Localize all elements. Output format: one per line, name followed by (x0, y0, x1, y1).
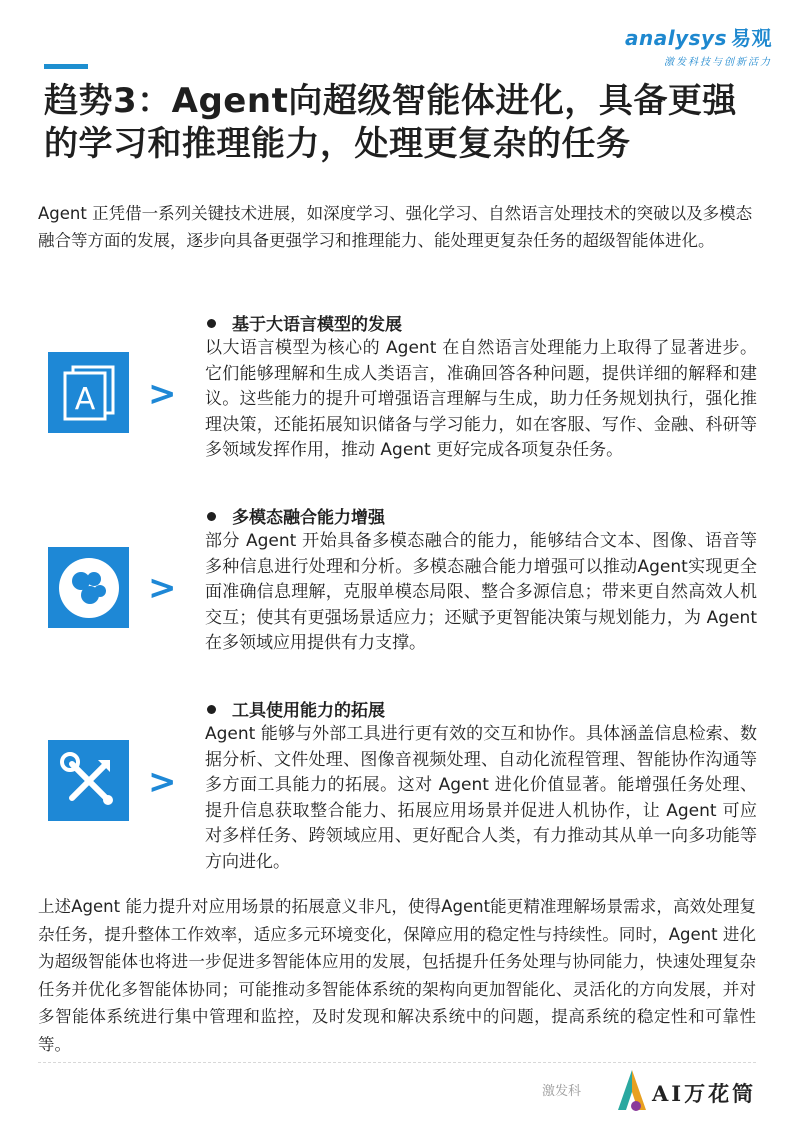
outro-paragraph: 上述Agent 能力提升对应用场景的拓展意义非凡，使得Agent能更精准理解场景需求，高效处理复杂任务，提升整体工作效率，适应多元环境变化，保障应用的稳定性与持续性。同时，Agent 进化为超级智能体也将进一步促进多智能体应用的发展，包括提升任务处理与协同能力，快速处理复杂任务并优化多智能体协同；可能推动多智能体系统的架构向更加智能化、灵活化的方向发展，并对多智能体系统进行集中管理和监控，及时发现和解决系统中的问题，提高系统的稳定性和可靠性等。 (38, 897, 756, 1054)
page-title: 趋势3：Agent向超级智能体进化，具备更强的学习和推理能力，处理更复杂的任务 (44, 81, 737, 164)
section-title: 多模态融合能力增强 (207, 503, 385, 528)
section-title: 工具使用能力的拓展 (207, 696, 385, 721)
footer-slogan: 激发科 (542, 1084, 582, 1099)
analysys-logo (625, 22, 772, 68)
logo-brand-en: analysys (625, 26, 727, 50)
letter-a-icon (48, 352, 129, 433)
footer-brand-text: AI万花筒 (652, 1081, 757, 1106)
bullet-icon (207, 319, 216, 328)
arrow-icon: > (148, 762, 177, 802)
circles-icon (48, 547, 129, 628)
icon-letter: A (74, 381, 95, 417)
section-body: 以大语言模型为核心的 Agent 在自然语言处理能力上取得了显著进步。它们能够理解和生成人类语言，准确回答各种问题，提供详细的解释和建议。这些能力的提升可增强语言理解与生成，助力任务规划执行，强化推理决策，还能拓展知识储备与学习能力，如在客服、写作、金融、科研等多领域发挥作用，推动 Agent 更好完成各项复杂任务。 (205, 338, 757, 460)
section-title: 基于大语言模型的发展 (207, 310, 402, 335)
title-accent-bar (44, 64, 88, 69)
bullet-icon (207, 512, 216, 521)
arrow-icon: > (148, 568, 177, 608)
bullet-icon (207, 705, 216, 714)
logo-slogan: 激发科技与创新活力 (664, 57, 772, 68)
section-body: Agent 能够与外部工具进行更有效的交互和协作。具体涵盖信息检索、数据分析、文件处理、图像音视频处理、自动化流程管理、智能协作沟通等多方面工具能力的拓展。这对 Agent 进化价值显著。能增强任务处理、提升信息获取整合能力、拓展应用场景并促进人机协作，让 Agent 可应对多样任务、跨领域应用、更好配合人类，有力推动其从单一向多功能等方向进化。 (205, 724, 757, 872)
footer-brand-logo (612, 1066, 782, 1116)
kaleidoscope-icon (612, 1066, 652, 1116)
footer-divider (38, 1062, 756, 1063)
logo-brand-cn: 易观 (731, 26, 772, 50)
section-body: 部分 Agent 开始具备多模态融合的能力，能够结合文本、图像、语音等多种信息进行处理和分析。多模态融合能力增强可以推动Agent实现更全面准确信息理解，克服单模态局限、整合多源信息；带来更自然高效人机交互；使其有更强场景适应力；还赋予更智能决策与规划能力，为 Agent 在多领域应用提供有力支撑。 (205, 531, 757, 653)
intro-paragraph: Agent 正凭借一系列关键技术进展，如深度学习、强化学习、自然语言处理技术的突破以及多模态融合等方面的发展，逐步向具备更强学习和推理能力、能处理更复杂任务的超级智能体进化。 (38, 204, 753, 250)
arrow-icon: > (148, 374, 177, 414)
tools-icon (48, 740, 129, 821)
